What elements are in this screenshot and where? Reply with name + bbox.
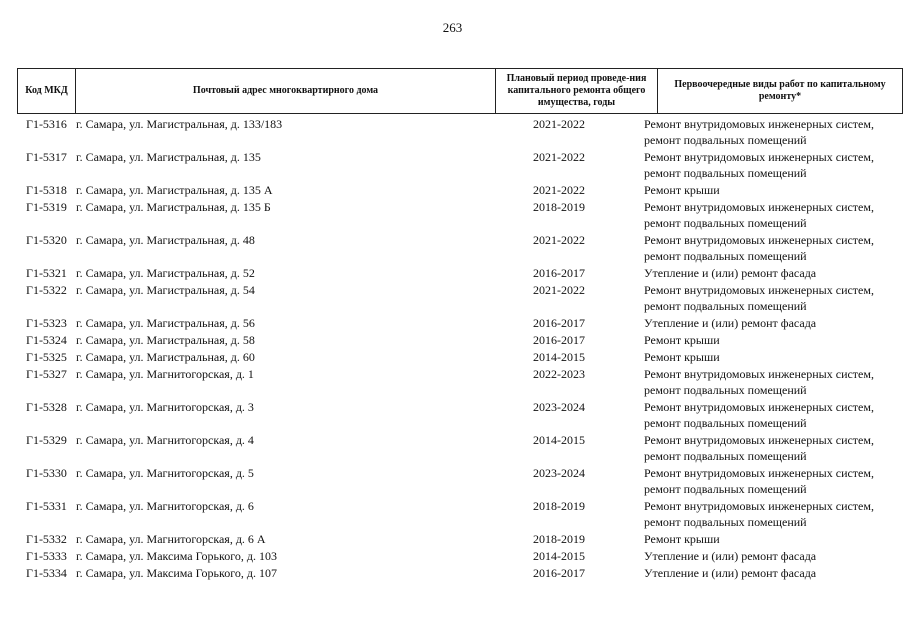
cell-work: Ремонт крыши [644,350,720,364]
cell-code: Г1-5321 [26,266,67,280]
cell-period: 2021-2022 [533,233,585,247]
table-row [0,232,905,265]
cell-period: 2016-2017 [533,566,585,580]
cell-code: Г1-5325 [26,350,67,364]
cell-address: г. Самара, ул. Магистральная, д. 52 [76,266,255,280]
cell-address: г. Самара, ул. Магнитогорская, д. 1 [76,367,254,381]
cell-address: г. Самара, ул. Магнитогорская, д. 5 [76,466,254,480]
cell-period: 2021-2022 [533,150,585,164]
cell-period: 2016-2017 [533,316,585,330]
cell-address: г. Самара, ул. Магистральная, д. 133/183 [76,117,283,131]
cell-work: Утепление и (или) ремонт фасада [644,266,817,280]
cell-work: Ремонт внутридомовых инженерных систем, ремонт подвальных помещений [644,117,874,147]
cell-address: г. Самара, ул. Магистральная, д. 135 [76,150,261,164]
cell-work: Утепление и (или) ремонт фасада [644,316,817,330]
cell-work: Утепление и (или) ремонт фасада [644,549,817,563]
cell-address: г. Самара, ул. Магнитогорская, д. 3 [76,400,254,414]
cell-work: Ремонт внутридомовых инженерных систем, ремонт подвальных помещений [644,499,874,529]
table-row [0,349,905,366]
cell-period: 2022-2023 [533,367,585,381]
column-header-work: Первоочередные виды работ по капитальному ремонту* [674,79,886,102]
table-row [0,182,905,199]
cell-address: г. Самара, ул. Магнитогорская, д. 6 А [76,532,266,546]
cell-period: 2021-2022 [533,183,585,197]
column-header-address: Почтовый адрес многоквартирного дома [76,69,496,113]
cell-address: г. Самара, ул. Магистральная, д. 48 [76,233,255,247]
table-row [0,199,905,232]
table-row [0,265,905,282]
cell-address: г. Самара, ул. Магнитогорская, д. 4 [76,433,254,447]
cell-code: Г1-5331 [26,499,67,513]
cell-code: Г1-5333 [26,549,67,563]
cell-code: Г1-5322 [26,283,67,297]
cell-code: Г1-5316 [26,117,67,131]
cell-period: 2014-2015 [533,350,585,364]
cell-code: Г1-5319 [26,200,67,214]
cell-code: Г1-5320 [26,233,67,247]
cell-work: Ремонт внутридомовых инженерных систем, ремонт подвальных помещений [644,433,874,463]
cell-period: 2014-2015 [533,549,585,563]
cell-code: Г1-5332 [26,532,67,546]
cell-code: Г1-5330 [26,466,67,480]
column-header-code: Код МКД [18,69,76,113]
cell-work: Ремонт крыши [644,532,720,546]
cell-code: Г1-5328 [26,400,67,414]
cell-period: 2018-2019 [533,532,585,546]
table-body [0,116,905,582]
cell-work: Ремонт внутридомовых инженерных систем, ремонт подвальных помещений [644,200,874,230]
cell-address: г. Самара, ул. Магистральная, д. 58 [76,333,255,347]
cell-address: г. Самара, ул. Магнитогорская, д. 6 [76,499,254,513]
cell-code: Г1-5327 [26,367,67,381]
cell-period: 2014-2015 [533,433,585,447]
table-row [0,366,905,399]
cell-work: Ремонт внутридомовых инженерных систем, ремонт подвальных помещений [644,283,874,313]
cell-address: г. Самара, ул. Магистральная, д. 135 А [76,183,273,197]
cell-work: Ремонт крыши [644,183,720,197]
cell-period: 2018-2019 [533,200,585,214]
cell-address: г. Самара, ул. Максима Горького, д. 103 [76,549,277,563]
table-row [0,498,905,531]
cell-period: 2023-2024 [533,400,585,414]
cell-period: 2021-2022 [533,117,585,131]
cell-period: 2016-2017 [533,266,585,280]
page-number: 263 [442,20,463,35]
table-row [0,332,905,349]
cell-code: Г1-5317 [26,150,67,164]
column-header-period: Плановый период проведе-ния капитального ремонта общего имущества, годы [496,69,658,113]
cell-address: г. Самара, ул. Магистральная, д. 135 Б [76,200,271,214]
cell-period: 2023-2024 [533,466,585,480]
table-row [0,149,905,182]
cell-work: Ремонт внутридомовых инженерных систем, ремонт подвальных помещений [644,400,874,430]
cell-code: Г1-5323 [26,316,67,330]
table-row [0,531,905,548]
cell-work: Ремонт внутридомовых инженерных систем, ремонт подвальных помещений [644,150,874,180]
cell-address: г. Самара, ул. Магистральная, д. 56 [76,316,255,330]
cell-work: Ремонт крыши [644,333,720,347]
cell-code: Г1-5334 [26,566,67,580]
table-row [0,116,905,149]
cell-work: Утепление и (или) ремонт фасада [644,566,817,580]
cell-address: г. Самара, ул. Магистральная, д. 54 [76,283,255,297]
table-header [17,68,903,114]
cell-period: 2016-2017 [533,333,585,347]
cell-address: г. Самара, ул. Максима Горького, д. 107 [76,566,277,580]
table-row [0,465,905,498]
table-row [0,548,905,565]
table-row [0,432,905,465]
table-row [0,399,905,432]
table-row [0,565,905,582]
cell-period: 2021-2022 [533,283,585,297]
cell-period: 2018-2019 [533,499,585,513]
cell-code: Г1-5329 [26,433,67,447]
table-row [0,282,905,315]
cell-work: Ремонт внутридомовых инженерных систем, ремонт подвальных помещений [644,466,874,496]
table-row [0,315,905,332]
cell-code: Г1-5318 [26,183,67,197]
cell-work: Ремонт внутридомовых инженерных систем, ремонт подвальных помещений [644,233,874,263]
cell-code: Г1-5324 [26,333,67,347]
cell-work: Ремонт внутридомовых инженерных систем, ремонт подвальных помещений [644,367,874,397]
cell-address: г. Самара, ул. Магистральная, д. 60 [76,350,255,364]
